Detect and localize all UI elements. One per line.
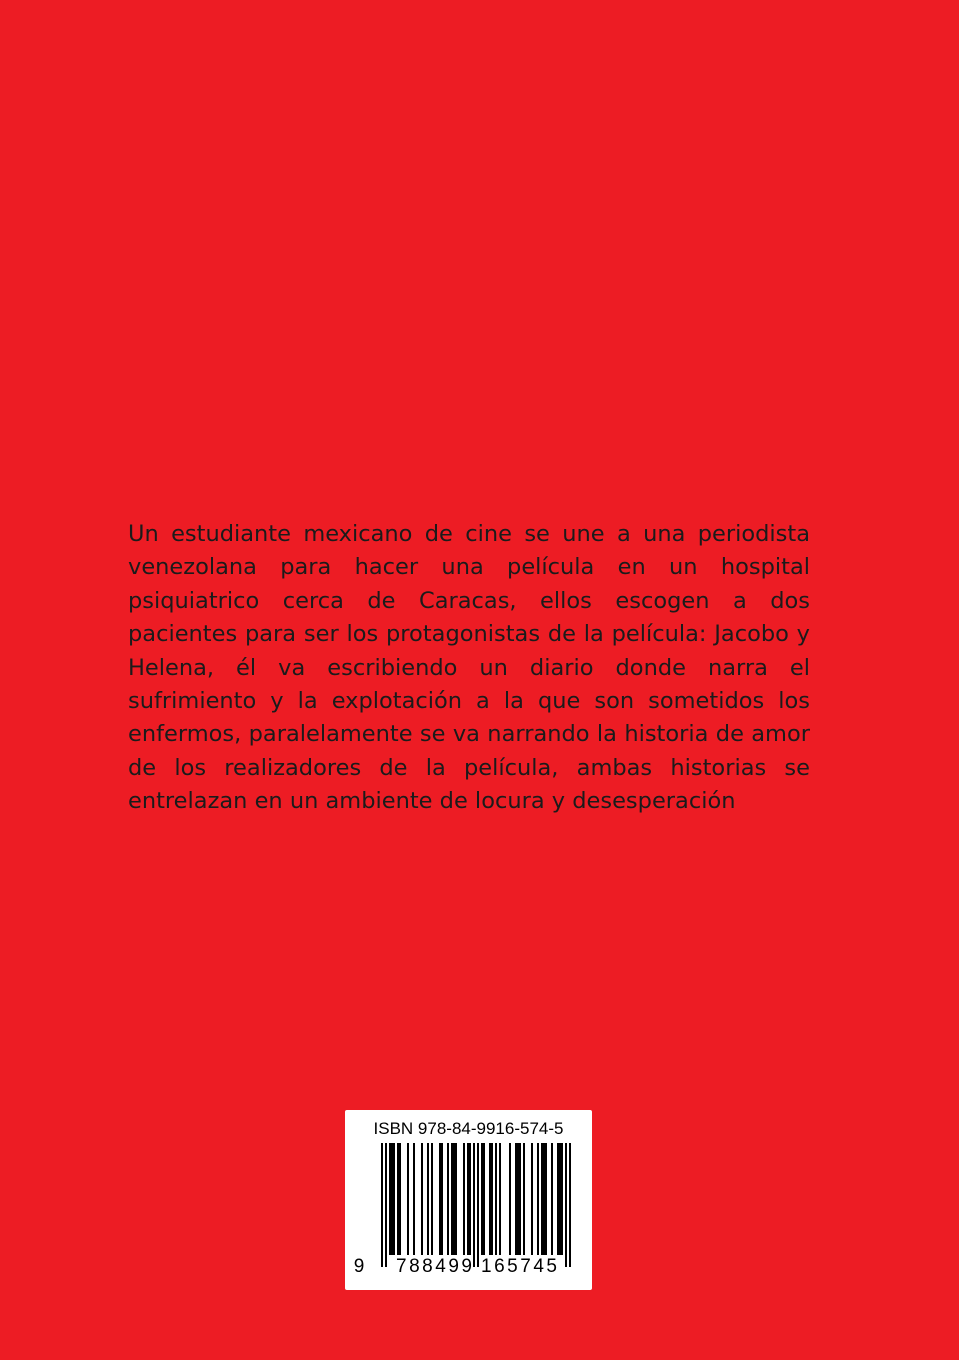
barcode-bar bbox=[389, 1143, 395, 1255]
isbn-label: ISBN 978-84-9916-574-5 bbox=[373, 1119, 564, 1138]
barcode-bar bbox=[489, 1143, 493, 1255]
barcode-bar bbox=[427, 1143, 429, 1255]
barcode-bar bbox=[495, 1143, 497, 1255]
barcode-bar bbox=[523, 1143, 525, 1255]
isbn-barcode-panel bbox=[345, 1110, 592, 1290]
barcode-bar bbox=[451, 1143, 457, 1255]
synopsis-end-mark: . bbox=[735, 788, 743, 815]
ean-left-digits: 788499 bbox=[396, 1256, 472, 1277]
ean13-barcode bbox=[345, 1110, 592, 1290]
barcode-guard-bar bbox=[381, 1143, 383, 1267]
barcode-bar bbox=[397, 1143, 401, 1255]
barcode-bar bbox=[531, 1143, 533, 1255]
barcode-bar bbox=[431, 1143, 433, 1255]
barcode-bar bbox=[537, 1143, 539, 1255]
barcode-bar bbox=[439, 1143, 443, 1255]
barcode-bar bbox=[557, 1143, 563, 1255]
barcode-bar bbox=[499, 1143, 501, 1255]
barcode-guard-bar bbox=[477, 1143, 479, 1267]
barcode-bar bbox=[407, 1143, 409, 1255]
barcode-bar bbox=[509, 1143, 511, 1255]
barcode-bar bbox=[481, 1143, 485, 1255]
barcode-bar bbox=[467, 1143, 471, 1255]
barcode-guard-bar bbox=[565, 1143, 567, 1267]
barcode-bar bbox=[551, 1143, 553, 1255]
barcode-bar bbox=[541, 1143, 547, 1255]
synopsis-text bbox=[128, 518, 810, 819]
barcode-guard-bar bbox=[569, 1143, 571, 1267]
ean-first-digit: 9 bbox=[353, 1256, 365, 1277]
barcode-guard-bar bbox=[385, 1143, 387, 1267]
barcode-bar bbox=[463, 1143, 465, 1255]
barcode-bar bbox=[515, 1143, 521, 1255]
synopsis-body: Un estudiante mexicano de cine se une a una periodista venezolana para hacer una película en un hospital psiquiatrico cerca de Caracas, ellos escogen a dos pacientes para ser los protagonistas de la película: Jacobo y Helena, él va escribiendo un diario donde narra el sufrimiento y la explotación a la que son sometidos los enfermos, paralelamente se va narrando la historia de amor de los realizadores de la película, ambas historias se entrelazan en un ambiente de locura y desesperación bbox=[128, 521, 810, 815]
barcode-guard-bar bbox=[473, 1143, 475, 1267]
ean-right-digits: 165745 bbox=[481, 1256, 557, 1277]
barcode-bar bbox=[421, 1143, 423, 1255]
barcode-bars bbox=[381, 1143, 571, 1267]
barcode-bar bbox=[413, 1143, 415, 1255]
barcode-bar bbox=[447, 1143, 449, 1255]
